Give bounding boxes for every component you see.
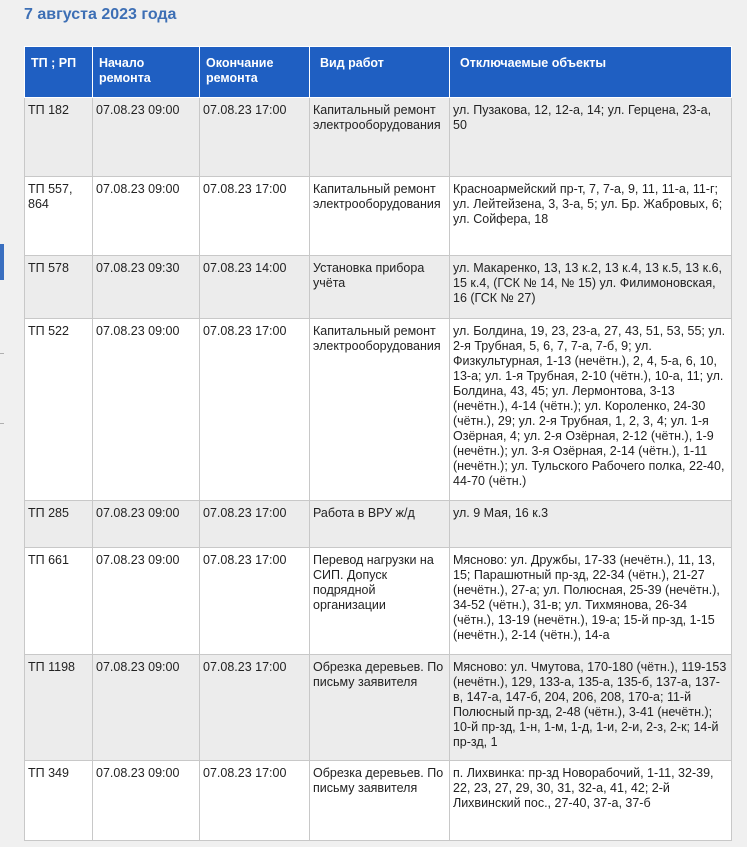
cell-objects: ул. 9 Мая, 16 к.3	[450, 501, 732, 548]
column-header-start: Начало ремонта	[93, 47, 200, 98]
cell-start: 07.08.23 09:00	[93, 548, 200, 655]
cell-start: 07.08.23 09:00	[93, 177, 200, 256]
cell-objects: п. Лихвинка: пр-зд Новорабочий, 1-11, 32-39, 22, 23, 27, 29, 30, 31, 32-а, 41, 42; 2-й Лихвинский пос., 27-40, 37-а, 37-б	[450, 761, 732, 841]
table-row	[25, 548, 732, 655]
cell-tp: ТП 285	[25, 501, 93, 548]
cell-work: Обрезка деревьев. По письму заявителя	[310, 655, 450, 761]
table-row	[25, 256, 732, 319]
cell-end: 07.08.23 17:00	[200, 319, 310, 501]
cell-end: 07.08.23 17:00	[200, 501, 310, 548]
column-header-tp: ТП ; РП	[25, 47, 93, 98]
cell-tp: ТП 349	[25, 761, 93, 841]
cell-tp: ТП 182	[25, 98, 93, 177]
table-row	[25, 98, 732, 177]
cell-tp: ТП 557, 864	[25, 177, 93, 256]
cell-work: Капитальный ремонт электрооборудования	[310, 319, 450, 501]
cell-end: 07.08.23 14:00	[200, 256, 310, 319]
cell-work: Работа в ВРУ ж/д	[310, 501, 450, 548]
cell-tp: ТП 522	[25, 319, 93, 501]
cell-objects: ул. Макаренко, 13, 13 к.2, 13 к.4, 13 к.5, 13 к.6, 15 к.4, (ГСК № 14, № 15) ул. Филимоновская, 16 (ГСК № 27)	[450, 256, 732, 319]
cell-end: 07.08.23 17:00	[200, 548, 310, 655]
cell-start: 07.08.23 09:00	[93, 98, 200, 177]
table-row	[25, 655, 732, 761]
cell-objects: Красноармейский пр-т, 7, 7-а, 9, 11, 11-а, 11-г; ул. Лейтейзена, 3, 3-а, 5; ул. Бр. Жабровых, 6; ул. Сойфера, 18	[450, 177, 732, 256]
cell-start: 07.08.23 09:30	[93, 256, 200, 319]
cell-objects: ул. Пузакова, 12, 12-а, 14; ул. Герцена, 23-а, 50	[450, 98, 732, 177]
table-header-row	[25, 47, 732, 98]
left-nav-divider	[0, 423, 4, 424]
cell-objects: ул. Болдина, 19, 23, 23-а, 27, 43, 51, 53, 55; ул. 2-я Трубная, 5, 6, 7, 7-а, 7-б, 9; ул. Физкультурная, 1-13 (нечётн.), 2, 4, 5-а, 6, 10, 13-а; ул. 1-я Трубная, 2-10 (чётн.), 10-а, 11; ул. Болдина, 43, 45; ул. Лермонтова, 3-13 (нечётн.), 4-14 (чётн.); ул. Короленко, 24-30 (чётн.), 29; ул. 2-я Трубная, 1, 2, 3, 4; ул. 1-я Озёрная, 4; ул. 2-я Озёрная, 2-12 (чётн.), 1-9 (нечётн.); ул. 3-я Озёрная, 2-14 (чётн.), 1-11 (нечётн.); ул. Тульского Рабочего полка, 22-40, 44-70 (чётн.)	[450, 319, 732, 501]
cell-tp: ТП 1198	[25, 655, 93, 761]
date-heading: 7 августа 2023 года	[24, 6, 177, 23]
column-header-end: Окончание ремонта	[200, 47, 310, 98]
table-row	[25, 319, 732, 501]
cell-start: 07.08.23 09:00	[93, 761, 200, 841]
cell-start: 07.08.23 09:00	[93, 319, 200, 501]
cell-work: Капитальный ремонт электрооборудования	[310, 177, 450, 256]
cell-start: 07.08.23 09:00	[93, 501, 200, 548]
cell-work: Перевод нагрузки на СИП. Допуск подрядной организации	[310, 548, 450, 655]
left-nav-marker	[0, 244, 4, 280]
left-nav-divider	[0, 353, 4, 354]
cell-end: 07.08.23 17:00	[200, 177, 310, 256]
cell-work: Капитальный ремонт электрооборудования	[310, 98, 450, 177]
cell-end: 07.08.23 17:00	[200, 98, 310, 177]
cell-objects: Мясново: ул. Дружбы, 17-33 (нечётн.), 11, 13, 15; Парашютный пр-зд, 22-34 (чётн.), 21-27 (нечётн.), 27-а; ул. Полюсная, 25-39 (нечётн.), 34-52 (чётн.), 31-в; ул. Тихмянова, 26-34 (чётн.), 13-19 (нечётн.), 19-а; 15-й пр-зд, 1-15 (нечётн.), 2-14 (чётн.), 14-а	[450, 548, 732, 655]
table-row	[25, 177, 732, 256]
cell-work: Установка прибора учёта	[310, 256, 450, 319]
table-row	[25, 501, 732, 548]
outage-schedule-table	[24, 46, 732, 841]
cell-tp: ТП 661	[25, 548, 93, 655]
cell-end: 07.08.23 17:00	[200, 655, 310, 761]
table-row	[25, 761, 732, 841]
cell-objects: Мясново: ул. Чмутова, 170-180 (чётн.), 119-153 (нечётн.), 129, 133-а, 135-а, 135-б, 137-а, 137-в, 147-а, 147-б, 204, 206, 208, 170-а; 11-й Полюсный пр-зд, 2-48 (чётн.), 3-41 (нечётн.); 10-й пр-зд, 1-н, 1-м, 1-д, 1-и, 2-и, 2-з, 2-к; 14-й пр-зд, 1	[450, 655, 732, 761]
column-header-work-type: Вид работ	[310, 47, 450, 98]
cell-start: 07.08.23 09:00	[93, 655, 200, 761]
cell-end: 07.08.23 17:00	[200, 761, 310, 841]
column-header-objects: Отключаемые объекты	[450, 47, 732, 98]
cell-tp: ТП 578	[25, 256, 93, 319]
cell-work: Обрезка деревьев. По письму заявителя	[310, 761, 450, 841]
